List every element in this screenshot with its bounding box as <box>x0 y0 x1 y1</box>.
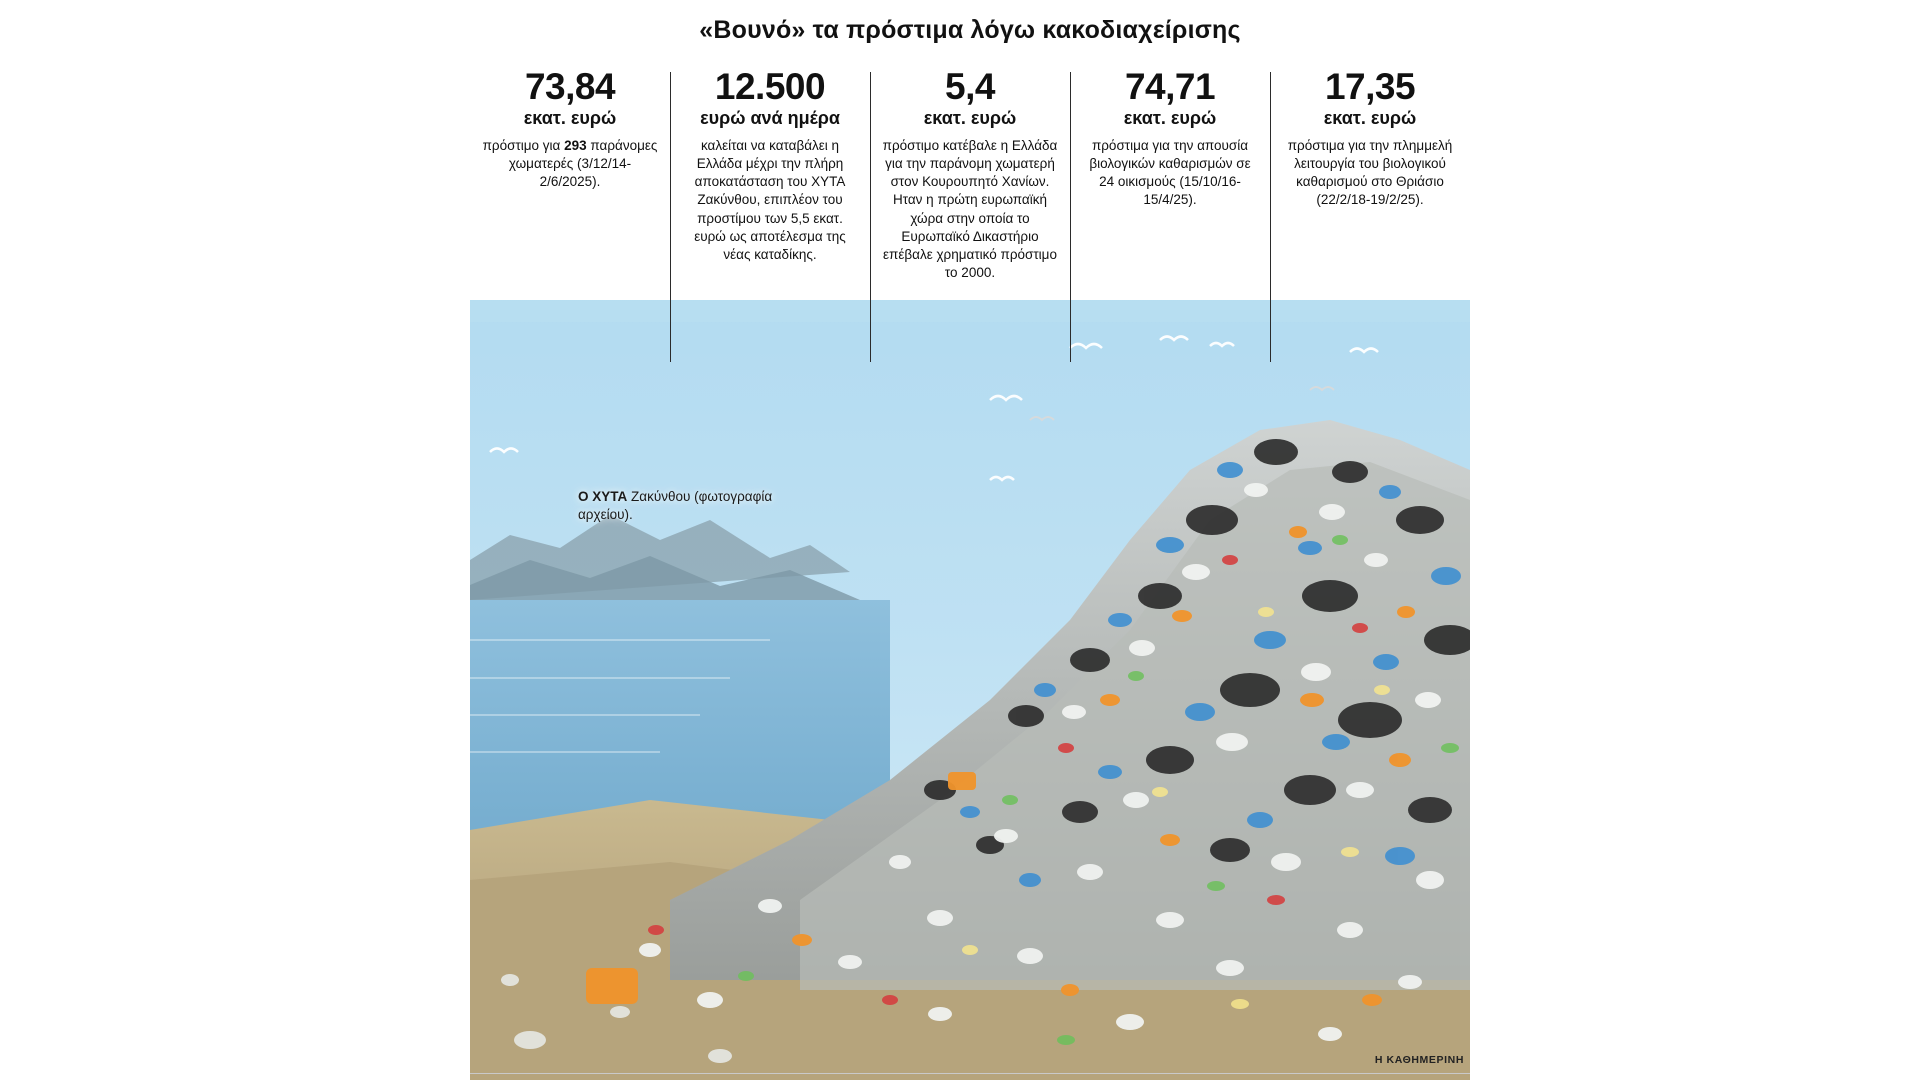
page-title: «Βουνό» τα πρόστιμα λόγω κακοδιαχείρισης <box>699 16 1241 44</box>
stat-card-1 <box>470 68 670 191</box>
stat-desc-pre: πρόστιμα για την πλημμελή λειτουργία του βιολογικού καθαρισμού στο Θριάσιο (22/2/18-19/2/25). <box>1287 138 1453 208</box>
bottom-divider <box>470 1073 1470 1074</box>
stat-desc-highlight: 293 <box>564 138 587 154</box>
stat-card-4 <box>1070 68 1270 210</box>
stat-value: 74,71 <box>1124 66 1216 107</box>
stat-card-3 <box>870 68 1070 282</box>
stat-description <box>476 137 664 191</box>
stat-unit: εκατ. ευρώ <box>1123 107 1217 128</box>
photo-caption-rest: Ζακύνθου (φωτογραφία αρχείου). <box>578 489 773 523</box>
stat-card-2 <box>670 68 870 264</box>
stat-unit: ευρώ ανά ημέρα <box>700 107 840 128</box>
infographic-graphic <box>470 0 1470 1080</box>
stat-description <box>1276 137 1464 209</box>
stat-card-5 <box>1270 68 1470 210</box>
photo-caption-bold: Ο ΧΥΤΑ <box>578 489 628 504</box>
publisher-credit: Η ΚΑΘΗΜΕΡΙΝΗ <box>1374 1054 1464 1066</box>
stat-desc-pre: καλείται να καταβάλει η Ελλάδα μέχρι την πλήρη αποκατάσταση του ΧΥΤΑ Ζακύνθου, επιπλέον του προστίμου των 5,5 εκατ. ευρώ ως αποτέλεσμα της νέας καταδίκης. <box>694 138 846 262</box>
stat-value: 5,4 <box>945 66 995 107</box>
stat-value: 12.500 <box>714 66 826 107</box>
stat-description <box>676 137 864 264</box>
photo-caption <box>578 488 808 524</box>
stat-unit: εκατ. ευρώ <box>923 107 1017 128</box>
stat-unit: εκατ. ευρώ <box>1323 107 1417 128</box>
stat-desc-post: παράνομες χωματερές (3/12/14-2/6/2025). <box>508 138 658 190</box>
stat-description <box>876 137 1064 282</box>
stat-divider <box>670 72 671 362</box>
stat-desc-pre: πρόστιμα για την απουσία βιολογικών καθαρισμών σε 24 οικισμούς (15/10/16-15/4/25). <box>1089 138 1251 208</box>
stat-desc-pre: πρόστιμο κατέβαλε η Ελλάδα για την παράνομη χωματερή στον Κουρουπητό Χανίων. Ηταν η πρώτη ευρωπαϊκή χώρα στην οποία το Ευρωπαϊκό Δικαστήριο επέβαλε χρηματικό πρόστιμο το 2000. <box>882 138 1058 280</box>
stat-divider <box>870 72 871 362</box>
stat-unit: εκατ. ευρώ <box>523 107 617 128</box>
stats-row <box>470 68 1470 282</box>
stat-divider <box>1070 72 1071 362</box>
stat-desc-pre: πρόστιμο για <box>482 138 565 154</box>
stat-value: 73,84 <box>524 66 616 107</box>
stat-description <box>1076 137 1264 209</box>
stat-value: 17,35 <box>1324 66 1416 107</box>
stat-divider <box>1270 72 1271 362</box>
